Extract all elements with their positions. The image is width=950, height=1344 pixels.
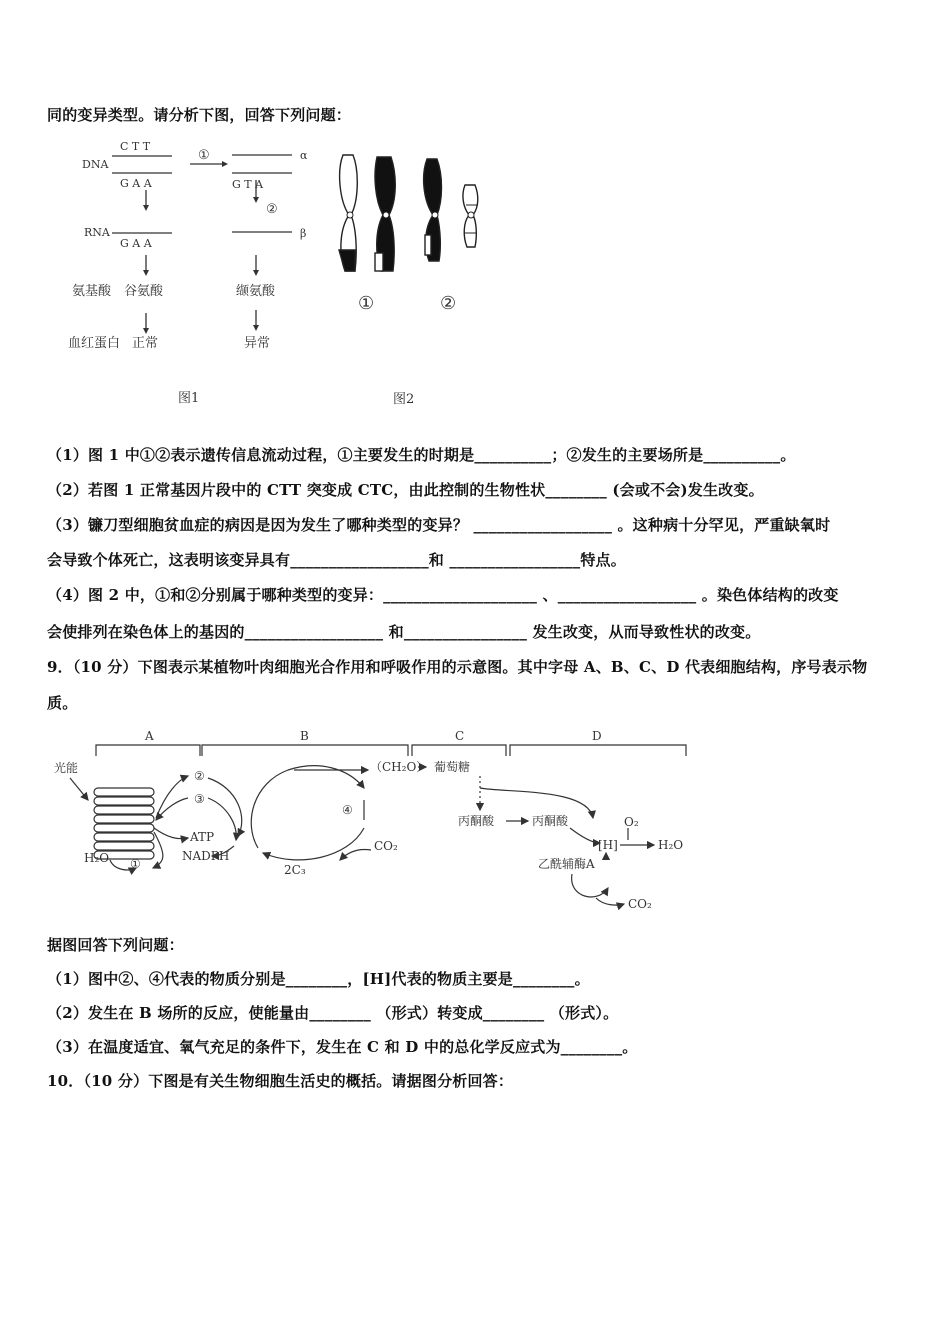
dna-bottom-sequence: G A A bbox=[120, 177, 152, 190]
co2-input-label: CO₂ bbox=[374, 839, 398, 853]
step-1-marker: ① bbox=[198, 148, 210, 163]
dna-label: DNA bbox=[82, 158, 109, 171]
protein-abnormal: 异常 bbox=[244, 336, 271, 351]
q8-part-1: （1）图 1 中①②表示遗传信息流动过程，①主要发生的时期是__________；②发生的主要场所是__________。 bbox=[47, 446, 796, 464]
q8-part-4b: 会使排列在染色体上的基因的__________________ 和________________ 发生改变，从而导致性状的改变。 bbox=[47, 623, 761, 641]
amino-acid-normal: 谷氨酸 bbox=[124, 284, 164, 299]
marker-2: ② bbox=[194, 769, 205, 783]
pyruvate-2-label: 丙酮酸 bbox=[532, 814, 569, 828]
pyruvate-1-label: 丙酮酸 bbox=[458, 814, 495, 828]
q8-part-2: （2）若图 1 正常基因片段中的 CTT 突变成 CTC，由此控制的生物性状________ (会或不会)发生改变。 bbox=[47, 481, 764, 499]
marker-4: ④ bbox=[342, 803, 353, 817]
c3-label: 2C₃ bbox=[284, 863, 306, 877]
rna-sequence: G A A bbox=[120, 237, 152, 250]
nadph-label: NADPH bbox=[182, 849, 230, 863]
marker-1: ① bbox=[130, 857, 141, 871]
glucose-label: 葡萄糖 bbox=[434, 760, 471, 774]
amino-acid-label: 氨基酸 bbox=[72, 284, 112, 299]
region-c-label: C bbox=[455, 729, 465, 743]
figure-2-mark-2: ② bbox=[440, 293, 457, 314]
q9-lead: 据图回答下列问题： bbox=[47, 936, 184, 954]
q8-part-3a: （3）镰刀型细胞贫血症的病因是因为发生了哪种类型的变异？ __________________ 。这种病十分罕见，严重缺氧时 bbox=[47, 516, 831, 534]
ch2o-label: （CH₂O） bbox=[370, 760, 429, 774]
mutated-top-sequence: G T A bbox=[232, 178, 264, 191]
dna-top-sequence: C T T bbox=[120, 140, 151, 153]
q10-stem: 10．（10 分）下图是有关生物细胞生活史的概括。请据图分析回答： bbox=[47, 1072, 514, 1090]
figure-2-mark-1: ① bbox=[358, 293, 375, 314]
figure-2-chromosomes bbox=[325, 145, 495, 415]
h2o-input-label: H₂O bbox=[84, 851, 110, 865]
amino-acid-abnormal: 缬氨酸 bbox=[236, 284, 276, 299]
q9-stem-b: 质。 bbox=[47, 694, 78, 712]
region-b-label: B bbox=[300, 729, 309, 743]
light-energy-label: 光能 bbox=[54, 761, 79, 775]
protein-label: 血红蛋白 bbox=[68, 336, 121, 351]
h2o-output-label: H₂O bbox=[658, 838, 684, 852]
co2-output-label: CO₂ bbox=[628, 897, 652, 911]
intro-text: 同的变异类型。请分析下图，回答下列问题： bbox=[47, 106, 352, 124]
alpha-label: α bbox=[300, 149, 308, 162]
q8-part-3b: 会导致个体死亡，这表明该变异具有__________________和 _________________特点。 bbox=[47, 551, 626, 569]
region-a-label: A bbox=[145, 729, 154, 743]
rna-label: RNA bbox=[84, 226, 110, 239]
atp-label: ATP bbox=[190, 830, 215, 844]
protein-normal: 正常 bbox=[132, 336, 159, 351]
q9-part-3: （3）在温度适宜、氧气充足的条件下，发生在 C 和 D 中的总化学反应式为________。 bbox=[47, 1038, 638, 1056]
figure-1-caption: 图1 bbox=[178, 391, 200, 406]
step-2-marker: ② bbox=[266, 202, 278, 217]
marker-3: ③ bbox=[194, 792, 205, 806]
q9-part-1: （1）图中②、④代表的物质分别是________，[H]代表的物质主要是________。 bbox=[47, 970, 590, 988]
beta-label: β bbox=[300, 227, 307, 240]
q9-stem-a: 9．（10 分）下图表示某植物叶肉细胞光合作用和呼吸作用的示意图。其中字母 A、B、C、D 代表细胞结构，序号表示物 bbox=[47, 658, 868, 676]
figure-2-caption: 图2 bbox=[393, 392, 415, 407]
q9-part-2: （2）发生在 B 场所的反应，使能量由________ （形式）转变成________ （形式）。 bbox=[47, 1004, 619, 1022]
o2-label: O₂ bbox=[624, 815, 639, 829]
h-label: [H] bbox=[598, 838, 618, 852]
photosynthesis-respiration-diagram bbox=[48, 728, 698, 918]
figure-1-gene-expression bbox=[60, 135, 325, 415]
q8-part-4a: （4）图 2 中，①和②分别属于哪种类型的变异：____________________ 、__________________ 。染色体结构的改变 bbox=[47, 586, 839, 604]
region-d-label: D bbox=[592, 729, 602, 743]
acetyl-coa-label: 乙酰辅酶A bbox=[538, 857, 595, 871]
